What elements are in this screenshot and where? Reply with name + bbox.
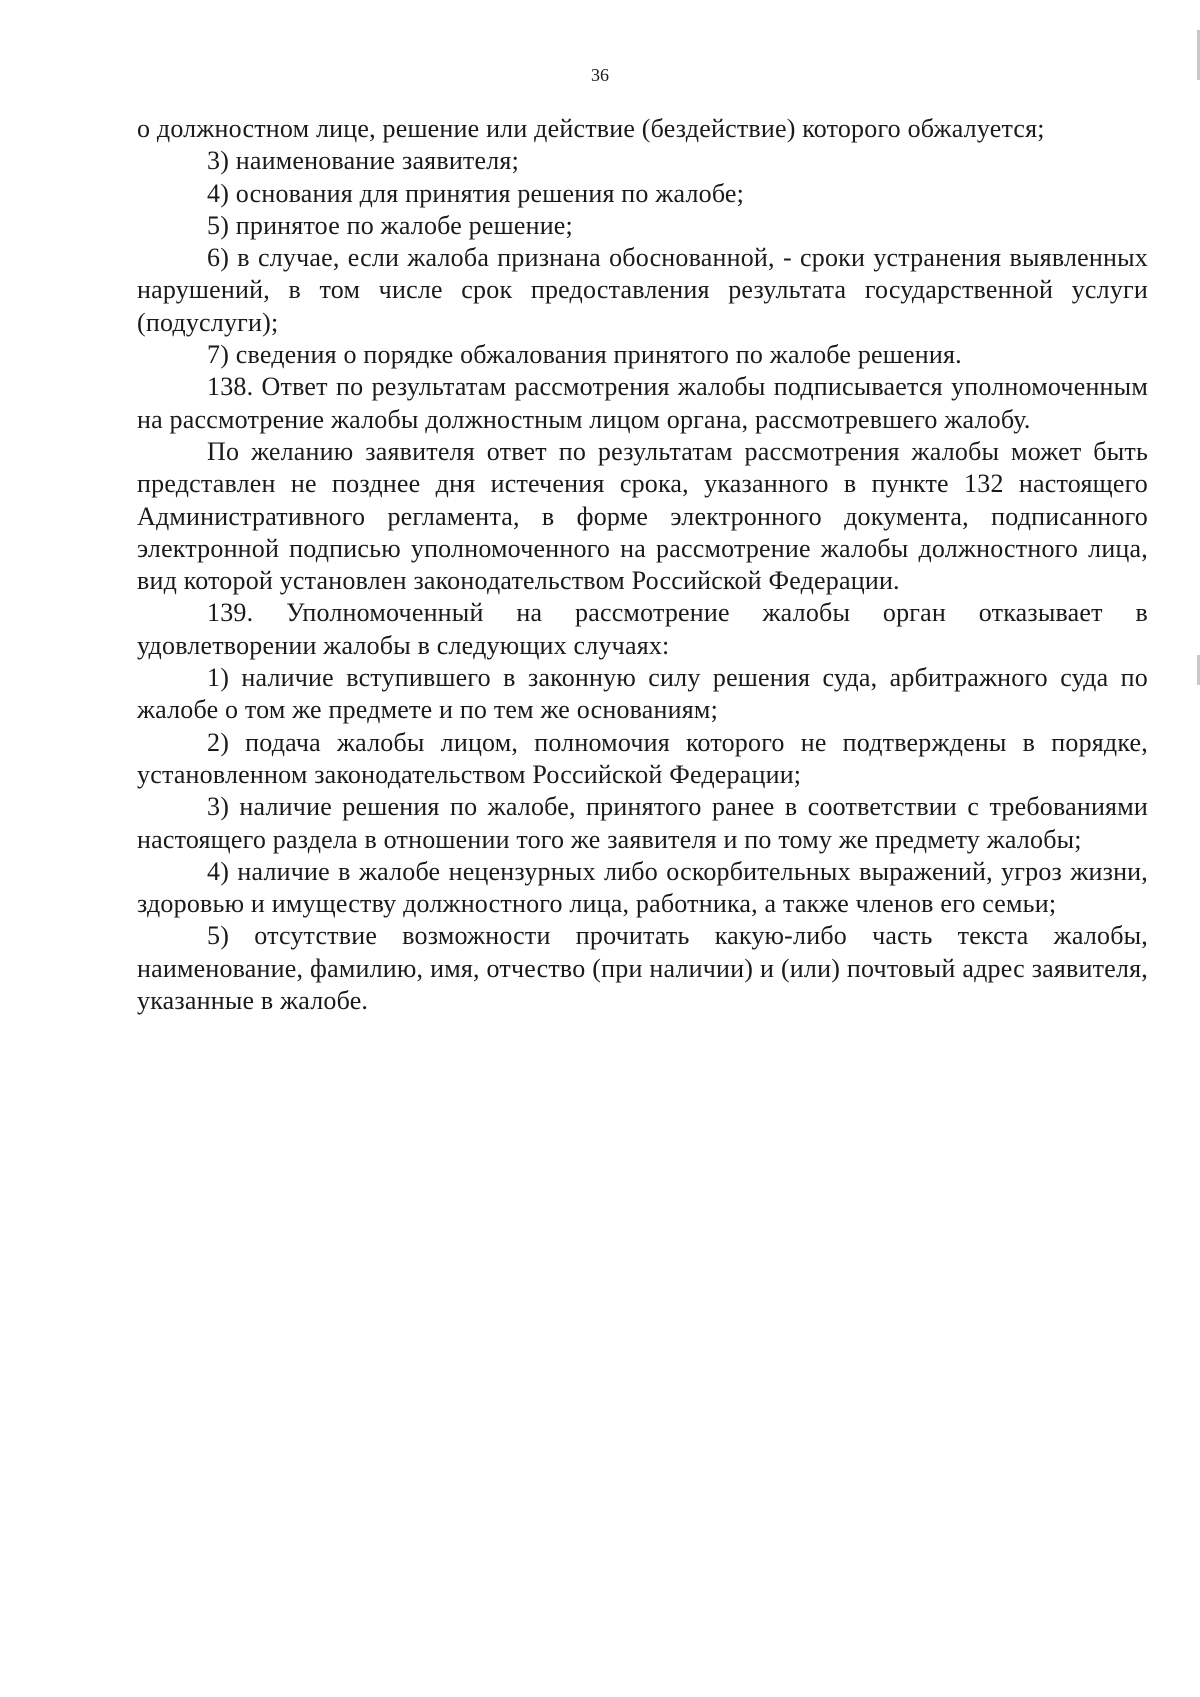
clause-138: 138. Ответ по результатам рассмотрения жалобы подписывается уполномоченным на рассмотрение жалобы должностным лицом органа, рассмотревшего жалобу. xyxy=(137,372,1148,434)
paragraph-electronic-response: По желанию заявителя ответ по результатам рассмотрения жалобы может быть представлен не позднее дня истечения срока, указанного в пункте 132 настоящего Административного регламента, в форме электронного документа, подписанного электронной подписью уполномоченного на рассмотрение жалобы должностного лица, вид которой установлен законодательством Российской Федерации. xyxy=(137,436,1148,596)
list-item-applicant-name: 3) наименование заявителя; xyxy=(207,146,519,176)
document-body xyxy=(137,113,1148,1017)
list-item-deadlines: 6) в случае, если жалоба признана обоснованной, - сроки устранения выявленных нарушений, в том числе срок предоставления результата государственной услуги (подуслуги); xyxy=(137,243,1148,337)
refusal-item-1: 1) наличие вступившего в законную силу решения суда, арбитражного суда по жалобе о том же предмете и по тем же основаниям; xyxy=(137,663,1148,725)
refusal-item-5: 5) отсутствие возможности прочитать какую-либо часть текста жалобы, наименование, фамилию, имя, отчество (при наличии) и (или) почтовый адрес заявителя, указанные в жалобе. xyxy=(137,921,1148,1016)
refusal-item-3: 3) наличие решения по жалобе, принятого ранее в соответствии с требованиями настоящего раздела в отношении того же заявителя и по тому же предмету жалобы; xyxy=(137,792,1148,854)
list-item-grounds: 4) основания для принятия решения по жалобе; xyxy=(207,178,745,208)
paragraph-continuation: о должностном лице, решение или действие (бездействие) которого обжалуется; xyxy=(137,114,1045,143)
list-item-decision: 5) принятое по жалобе решение; xyxy=(207,210,573,240)
refusal-item-4: 4) наличие в жалобе нецензурных либо оскорбительных выражений, угроз жизни, здоровью и имуществу должностного лица, работника, а также членов его семьи; xyxy=(137,856,1148,919)
refusal-item-2: 2) подача жалобы лицом, полномочия которого не подтверждены в порядке, установленном законодательством Российской Федерации; xyxy=(137,727,1148,789)
list-item-appeal-procedure: 7) сведения о порядке обжалования принятого по жалобе решения. xyxy=(207,340,962,370)
clause-139: 139. Уполномоченный на рассмотрение жалобы орган отказывает в удовлетворении жалобы в следующих случаях: xyxy=(137,598,1148,660)
page-number: 36 xyxy=(591,65,609,85)
